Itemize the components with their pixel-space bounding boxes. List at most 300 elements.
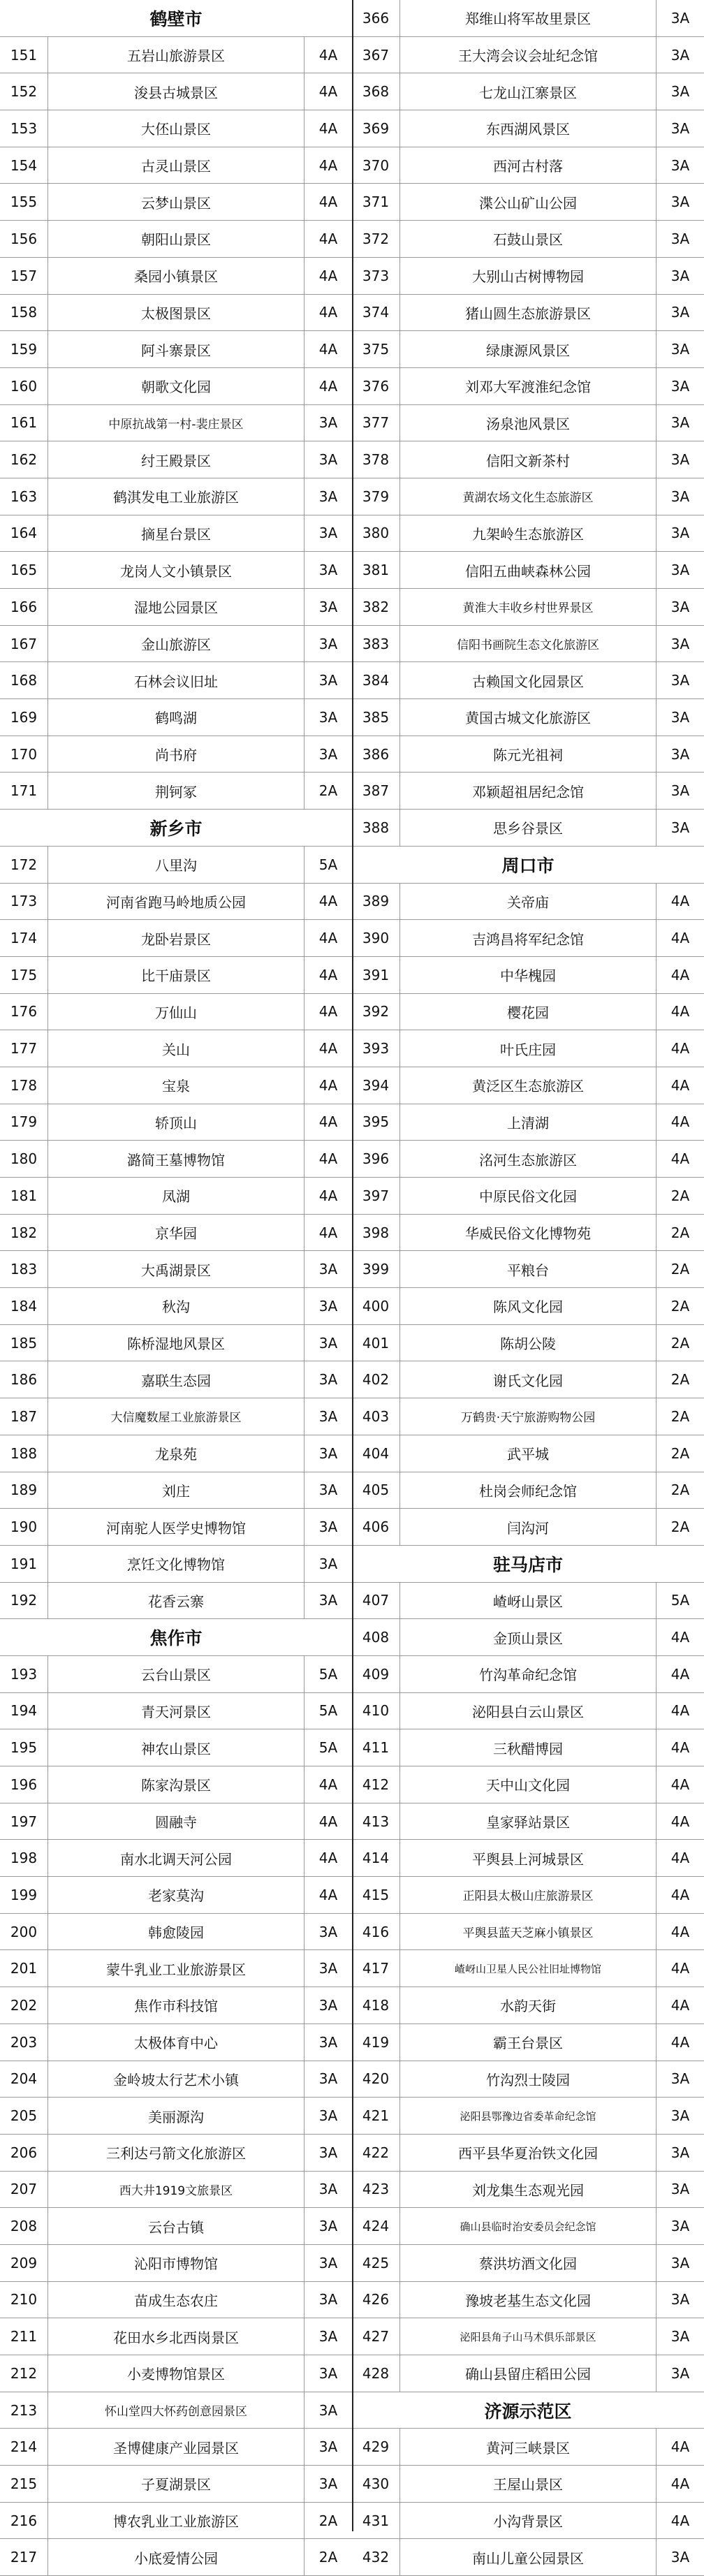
spot-name: 陈胡公陵 <box>400 1325 657 1361</box>
table-row <box>0 1509 352 1546</box>
spot-grade: 4A <box>318 193 338 211</box>
table-row <box>0 1840 352 1877</box>
spot-name: 竹沟烈士陵园 <box>400 2061 657 2098</box>
spot-grade: 3A <box>670 46 690 64</box>
table-row <box>0 626 352 663</box>
row-number: 170 <box>0 736 48 773</box>
spot-grade: 4A <box>670 1665 690 1683</box>
spot-grade: 3A <box>670 2218 690 2235</box>
spot-name: 子夏湖景区 <box>48 2466 305 2502</box>
table-row <box>352 2282 704 2319</box>
table-row <box>0 2172 352 2209</box>
table-row <box>0 1803 352 1840</box>
spot-grade: 3A <box>670 2254 690 2271</box>
spot-grade: 3A <box>318 525 338 542</box>
spot-grade: 4A <box>670 2438 690 2456</box>
spot-grade: 3A <box>318 1407 338 1425</box>
spot-grade: 2A <box>318 2512 338 2529</box>
spot-name: 中原抗战第一村-裴庄景区 <box>48 405 305 441</box>
spot-grade: 4A <box>318 1850 338 1867</box>
spot-name: 秋沟 <box>48 1288 305 1324</box>
row-number: 418 <box>352 1987 400 2024</box>
table-row <box>352 2429 704 2466</box>
spot-grade: 4A <box>318 304 338 321</box>
table-column-right <box>352 0 704 2567</box>
spot-name: 凤湖 <box>48 1178 305 1214</box>
spot-grade: 4A <box>318 83 338 101</box>
spot-grade: 3A <box>670 451 690 469</box>
spot-name: 潞简王墓博物馆 <box>48 1141 305 1177</box>
spot-name: 泌阳县角子山马术俱乐部景区 <box>400 2318 657 2355</box>
spot-name: 中原民俗文化园 <box>400 1178 657 1214</box>
spot-grade: 4A <box>670 2475 690 2492</box>
spot-grade: 4A <box>318 267 338 284</box>
row-number: 398 <box>352 1215 400 1251</box>
row-number: 400 <box>352 1288 400 1324</box>
spot-name: 八里沟 <box>48 847 305 883</box>
spot-name: 青天河景区 <box>48 1693 305 1729</box>
row-number: 198 <box>0 1840 48 1876</box>
spot-name: 烹饪文化博物馆 <box>48 1546 305 1582</box>
row-number: 192 <box>0 1583 48 1619</box>
row-number: 428 <box>352 2355 400 2392</box>
row-number: 214 <box>0 2429 48 2465</box>
spot-grade: 4A <box>318 119 338 137</box>
spot-grade: 4A <box>318 1813 338 1830</box>
spot-grade: 4A <box>670 1886 690 1903</box>
row-number: 160 <box>0 368 48 404</box>
spot-name: 正阳县太极山庄旅游景区 <box>400 1877 657 1913</box>
table-row <box>0 2466 352 2503</box>
table-row <box>352 368 704 405</box>
row-number: 413 <box>352 1803 400 1840</box>
spot-name: 樱花园 <box>400 994 657 1030</box>
spot-name: 汤泉池风景区 <box>400 405 657 441</box>
table-row <box>0 2245 352 2282</box>
table-row <box>352 626 704 663</box>
table-row <box>352 441 704 478</box>
spot-grade: 3A <box>670 782 690 800</box>
spot-grade: 3A <box>670 708 690 726</box>
table-row <box>0 110 352 147</box>
spot-grade: 4A <box>670 893 690 910</box>
row-number: 182 <box>0 1215 48 1251</box>
row-number: 367 <box>352 37 400 73</box>
row-number: 419 <box>352 2024 400 2061</box>
spot-name: 皇家驿站景区 <box>400 1803 657 1840</box>
spot-name: 大别山古树博物园 <box>400 258 657 294</box>
table-row <box>0 2098 352 2135</box>
row-number: 397 <box>352 1178 400 1214</box>
spot-name: 霸王台景区 <box>400 2024 657 2061</box>
table-row <box>352 2245 704 2282</box>
spot-name: 怀山堂四大怀药创意园景区 <box>48 2392 305 2429</box>
table-row <box>352 736 704 773</box>
spot-name: 金顶山景区 <box>400 1619 657 1655</box>
spot-grade: 4A <box>670 2033 690 2051</box>
spot-grade: 3A <box>670 2070 690 2088</box>
spot-grade: 3A <box>318 708 338 726</box>
table-row <box>352 699 704 736</box>
table-row <box>352 478 704 515</box>
row-number: 378 <box>352 441 400 478</box>
row-number: 396 <box>352 1141 400 1177</box>
spot-grade: 3A <box>318 2364 338 2382</box>
spot-name: 豫坡老基生态文化园 <box>400 2282 657 2318</box>
row-number: 200 <box>0 1914 48 1950</box>
row-number: 169 <box>0 699 48 736</box>
row-number: 159 <box>0 331 48 367</box>
row-number: 156 <box>0 221 48 257</box>
spot-name: 七龙山江寨景区 <box>400 73 657 110</box>
spot-grade: 4A <box>318 230 338 247</box>
table-row <box>352 73 704 110</box>
spot-name: 平粮台 <box>400 1251 657 1287</box>
row-number: 201 <box>0 1950 48 1986</box>
spot-name: 鹤淇发电工业旅游区 <box>48 478 305 515</box>
row-number: 153 <box>0 110 48 147</box>
spot-name: 龙卧岩景区 <box>48 920 305 956</box>
table-row <box>352 662 704 699</box>
spot-grade: 3A <box>318 2401 338 2419</box>
row-number: 155 <box>0 184 48 220</box>
table-row <box>352 1914 704 1951</box>
table-row <box>0 2282 352 2319</box>
table-row <box>0 2503 352 2540</box>
spot-name: 黄泛区生态旅游区 <box>400 1067 657 1104</box>
spot-name: 泌阳县鄂豫边省委革命纪念馆 <box>400 2098 657 2134</box>
spot-grade: 4A <box>318 156 338 174</box>
table-row <box>352 2539 704 2576</box>
table-row <box>352 1361 704 1398</box>
spot-name: 吉鸿昌将军纪念馆 <box>400 920 657 956</box>
table-row <box>0 1877 352 1914</box>
table-row <box>352 1656 704 1693</box>
row-number: 167 <box>0 626 48 662</box>
spot-name: 石林会议旧址 <box>48 662 305 698</box>
row-number: 184 <box>0 1288 48 1324</box>
row-number: 158 <box>0 295 48 331</box>
table-row <box>352 0 704 37</box>
spot-name: 阿斗寨景区 <box>48 331 305 367</box>
row-number: 212 <box>0 2355 48 2392</box>
spot-name: 河南驼人医学史博物馆 <box>48 1509 305 1545</box>
row-number: 386 <box>352 736 400 773</box>
spot-grade: 4A <box>670 2512 690 2529</box>
row-number: 401 <box>352 1325 400 1361</box>
row-number: 416 <box>352 1914 400 1950</box>
spot-name: 竹沟革命纪念馆 <box>400 1656 657 1692</box>
spot-grade: 2A <box>670 1224 690 1241</box>
spot-grade: 5A <box>318 1739 338 1757</box>
spot-grade: 4A <box>318 1150 338 1168</box>
row-number: 421 <box>352 2098 400 2134</box>
table-row <box>0 1729 352 1766</box>
spot-grade: 2A <box>670 1444 690 1462</box>
row-number: 213 <box>0 2392 48 2429</box>
table-row <box>0 1987 352 2024</box>
table-row <box>352 1583 704 1620</box>
spot-grade: 4A <box>670 930 690 947</box>
spot-name: 沁阳市博物馆 <box>48 2245 305 2281</box>
spot-name: 焦作市科技馆 <box>48 1987 305 2024</box>
spot-name: 圣博健康产业园景区 <box>48 2429 305 2465</box>
table-row <box>352 2318 704 2355</box>
table-row <box>352 184 704 221</box>
spot-name: 五岩山旅游景区 <box>48 37 305 73</box>
row-number: 157 <box>0 258 48 294</box>
table-row <box>0 1766 352 1803</box>
spot-name: 郑维山将军故里景区 <box>400 0 657 36</box>
row-number: 402 <box>352 1361 400 1398</box>
table-row <box>0 221 352 258</box>
spot-grade: 3A <box>670 562 690 579</box>
row-number: 195 <box>0 1729 48 1766</box>
spot-name: 宝泉 <box>48 1067 305 1104</box>
row-number: 186 <box>0 1361 48 1398</box>
section-header: 鹤壁市 <box>0 0 352 37</box>
spot-name: 刘庄 <box>48 1472 305 1509</box>
spot-grade: 3A <box>670 819 690 836</box>
table-row <box>0 1288 352 1325</box>
spot-grade: 4A <box>670 1739 690 1757</box>
spot-name: 太极体育中心 <box>48 2024 305 2061</box>
spot-name: 苗成生态农庄 <box>48 2282 305 2318</box>
table-row <box>352 221 704 258</box>
row-number: 410 <box>352 1693 400 1729</box>
spot-grade: 4A <box>318 1113 338 1131</box>
row-number: 168 <box>0 662 48 698</box>
spot-name: 浚县古城景区 <box>48 73 305 110</box>
row-number: 369 <box>352 110 400 147</box>
section-header: 驻马店市 <box>352 1546 704 1583</box>
row-number: 371 <box>352 184 400 220</box>
table-row <box>0 2024 352 2061</box>
table-row <box>0 699 352 736</box>
spot-name: 谢氏文化园 <box>400 1361 657 1398</box>
spot-name: 龙泉苑 <box>48 1435 305 1472</box>
row-number: 176 <box>0 994 48 1030</box>
table-row <box>0 1067 352 1104</box>
table-row <box>0 147 352 184</box>
spot-grade: 3A <box>670 83 690 101</box>
table-row <box>352 1104 704 1141</box>
spot-name: 刘龙集生态观光园 <box>400 2172 657 2208</box>
table-row <box>352 110 704 147</box>
spot-grade: 4A <box>318 1776 338 1793</box>
table-row <box>0 1546 352 1583</box>
spot-grade: 3A <box>670 9 690 27</box>
spot-grade: 3A <box>318 1923 338 1940</box>
table-row <box>352 1619 704 1656</box>
spot-name: 嘉联生态园 <box>48 1361 305 1398</box>
spot-name: 万仙山 <box>48 994 305 1030</box>
table-row <box>0 405 352 442</box>
row-number: 215 <box>0 2466 48 2502</box>
spot-grade: 3A <box>318 2438 338 2456</box>
row-number: 387 <box>352 773 400 809</box>
spot-grade: 2A <box>670 1334 690 1352</box>
spot-grade: 3A <box>670 2364 690 2382</box>
spot-name: 湿地公园景区 <box>48 589 305 625</box>
table-row <box>0 1361 352 1398</box>
table-row <box>0 1104 352 1141</box>
row-number: 171 <box>0 773 48 809</box>
spot-grade: 4A <box>670 1702 690 1720</box>
spot-grade: 2A <box>318 2549 338 2566</box>
spot-name: 蒙牛乳业工业旅游景区 <box>48 1950 305 1986</box>
row-number: 377 <box>352 405 400 441</box>
row-number: 384 <box>352 662 400 698</box>
row-number: 211 <box>0 2318 48 2355</box>
spot-name: 河南省跑马岭地质公园 <box>48 884 305 920</box>
row-number: 199 <box>0 1877 48 1913</box>
table-row <box>352 1509 704 1546</box>
row-number: 405 <box>352 1472 400 1509</box>
spot-grade: 3A <box>318 488 338 505</box>
spot-name: 桑园小镇景区 <box>48 258 305 294</box>
spot-name: 花田水乡北西岗景区 <box>48 2318 305 2355</box>
spot-grade: 3A <box>670 267 690 284</box>
row-number: 427 <box>352 2318 400 2355</box>
table-row <box>0 258 352 295</box>
table-row <box>0 1914 352 1951</box>
row-number: 183 <box>0 1251 48 1287</box>
row-number: 425 <box>352 2245 400 2281</box>
spot-name: 猪山圆生态旅游景区 <box>400 295 657 331</box>
spot-name: 上清湖 <box>400 1104 657 1141</box>
spot-name: 南山儿童公园景区 <box>400 2539 657 2575</box>
spot-grade: 4A <box>670 1850 690 1867</box>
table-row <box>352 1251 704 1288</box>
table-row <box>352 1729 704 1766</box>
table-row <box>0 1398 352 1435</box>
spot-grade: 3A <box>670 672 690 689</box>
spot-name: 九架岭生态旅游区 <box>400 515 657 552</box>
row-number: 173 <box>0 884 48 920</box>
spot-name: 鹤鸣湖 <box>48 699 305 736</box>
row-number: 179 <box>0 1104 48 1141</box>
table-row <box>352 515 704 552</box>
spot-grade: 3A <box>318 2475 338 2492</box>
row-number: 154 <box>0 147 48 184</box>
spot-grade: 3A <box>318 1371 338 1389</box>
spot-name: 三利达弓箭文化旅游区 <box>48 2135 305 2171</box>
table-row <box>352 2135 704 2172</box>
spot-grade: 3A <box>318 2254 338 2271</box>
row-number: 161 <box>0 405 48 441</box>
row-number: 196 <box>0 1766 48 1803</box>
spot-name: 韩愈陵园 <box>48 1914 305 1950</box>
table-row <box>0 2392 352 2429</box>
spot-grade: 2A <box>670 1407 690 1425</box>
row-number: 203 <box>0 2024 48 2061</box>
spot-name: 荆钶冢 <box>48 773 305 809</box>
spot-name: 轿顶山 <box>48 1104 305 1141</box>
spot-name: 绿康源风景区 <box>400 331 657 367</box>
row-number: 151 <box>0 37 48 73</box>
row-number: 189 <box>0 1472 48 1509</box>
table-row <box>0 957 352 994</box>
table-row <box>352 920 704 957</box>
table-row <box>352 2024 704 2061</box>
spot-grade: 4A <box>318 1187 338 1204</box>
table-row <box>0 1656 352 1693</box>
spot-grade: 4A <box>318 1224 338 1241</box>
spot-name: 刘邓大军渡淮纪念馆 <box>400 368 657 404</box>
row-number: 197 <box>0 1803 48 1840</box>
spot-name: 洺河生态旅游区 <box>400 1141 657 1177</box>
table-row <box>0 552 352 589</box>
spot-name: 陈风文化园 <box>400 1288 657 1324</box>
row-number: 432 <box>352 2539 400 2575</box>
spot-grade: 3A <box>670 635 690 652</box>
spot-name: 古灵山景区 <box>48 147 305 184</box>
spot-grade: 3A <box>670 598 690 615</box>
spot-name: 美丽源沟 <box>48 2098 305 2134</box>
table-column-left <box>0 0 352 2567</box>
spot-grade: 4A <box>670 1150 690 1168</box>
row-number: 163 <box>0 478 48 515</box>
spot-grade: 2A <box>670 1518 690 1536</box>
spot-grade: 3A <box>318 2181 338 2198</box>
spot-name: 邓颖超祖居纪念馆 <box>400 773 657 809</box>
row-number: 383 <box>352 626 400 662</box>
table-row <box>352 957 704 994</box>
row-number: 208 <box>0 2208 48 2244</box>
row-number: 380 <box>352 515 400 552</box>
spot-name: 南水北调天河公园 <box>48 1840 305 1876</box>
table-row <box>0 2539 352 2576</box>
row-number: 185 <box>0 1325 48 1361</box>
spot-grade: 4A <box>318 1076 338 1094</box>
table-row <box>352 810 704 847</box>
row-number: 376 <box>352 368 400 404</box>
row-number: 394 <box>352 1067 400 1104</box>
row-number: 206 <box>0 2135 48 2171</box>
spot-name: 小沟背景区 <box>400 2503 657 2539</box>
table-row <box>0 2318 352 2355</box>
table-row <box>0 1215 352 1252</box>
row-number: 152 <box>0 73 48 110</box>
table-row <box>352 1840 704 1877</box>
row-number: 191 <box>0 1546 48 1582</box>
spot-grade: 3A <box>670 2291 690 2308</box>
row-number: 420 <box>352 2061 400 2098</box>
spot-name: 朝阳山景区 <box>48 221 305 257</box>
spot-grade: 5A <box>318 1665 338 1683</box>
spot-grade: 3A <box>670 2144 690 2161</box>
spot-name: 思乡谷景区 <box>400 810 657 846</box>
spot-grade: 3A <box>670 230 690 247</box>
spot-name: 关山 <box>48 1030 305 1067</box>
spot-name: 黄湖农场文化生态旅游区 <box>400 478 657 515</box>
spot-grade: 3A <box>318 1297 338 1315</box>
spot-grade: 4A <box>318 46 338 64</box>
table-row <box>0 847 352 884</box>
row-number: 370 <box>352 147 400 184</box>
table-row <box>0 1030 352 1067</box>
spot-name: 天中山文化园 <box>400 1766 657 1803</box>
table-row <box>0 2355 352 2392</box>
table-row <box>0 994 352 1031</box>
row-number: 381 <box>352 552 400 588</box>
spot-name: 关帝庙 <box>400 884 657 920</box>
spot-grade: 4A <box>670 1776 690 1793</box>
spot-grade: 4A <box>318 1040 338 1058</box>
section-header: 新乡市 <box>0 810 352 847</box>
spot-name: 云台古镇 <box>48 2208 305 2244</box>
